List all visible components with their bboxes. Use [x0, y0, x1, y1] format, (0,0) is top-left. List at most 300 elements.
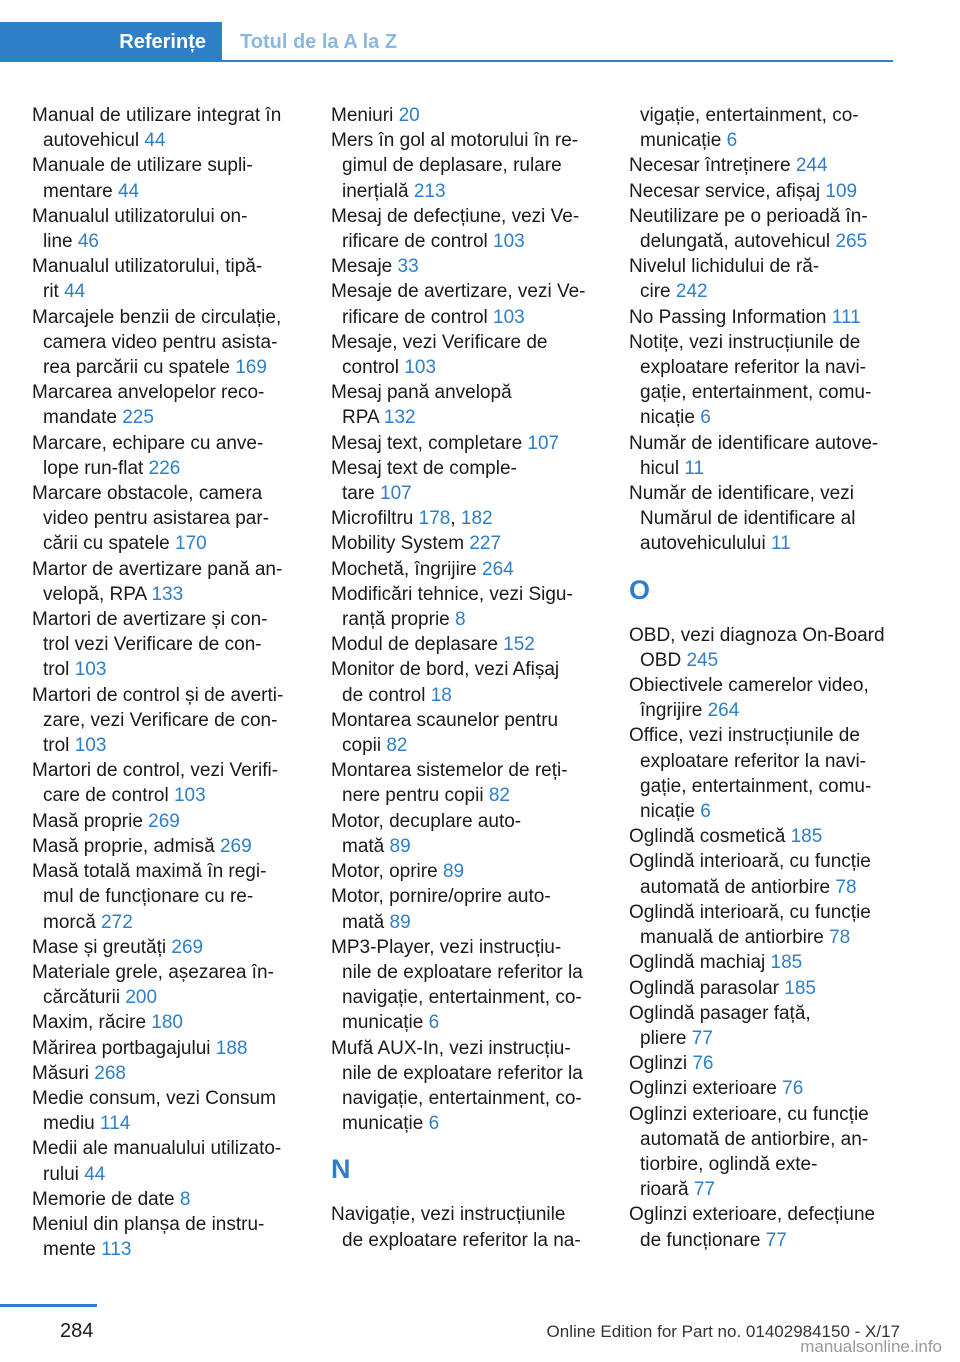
index-entry-text: Manualul utilizatorului on- — [32, 205, 248, 227]
index-entry-text: care de control — [43, 785, 169, 807]
index-entry-text: exploatare referitor la navi- — [640, 357, 866, 379]
page-link[interactable]: 18 — [430, 684, 452, 706]
page-link[interactable]: 269 — [171, 936, 204, 958]
page-link[interactable]: 169 — [235, 357, 267, 379]
index-entry-line — [331, 128, 599, 153]
index-entry-text: rificare de control — [342, 306, 488, 328]
page-link[interactable]: 269 — [219, 835, 252, 857]
index-entry — [629, 204, 897, 254]
index-entry — [331, 859, 599, 884]
index-entry — [629, 723, 897, 824]
page-link[interactable]: 103 — [74, 735, 107, 757]
index-entry-line — [629, 1127, 897, 1152]
page-link[interactable]: 89 — [389, 911, 411, 933]
index-entry — [331, 557, 599, 582]
page-link[interactable]: 227 — [469, 533, 502, 555]
page-link[interactable]: 264 — [482, 558, 514, 580]
page-link[interactable]: 8 — [179, 1188, 191, 1210]
index-entry-line — [629, 849, 897, 874]
index-entry-text: Marcajele benzii de circulație, — [32, 306, 282, 328]
index-entry — [629, 623, 897, 673]
index-entry — [32, 305, 300, 381]
index-entry-line — [331, 607, 599, 632]
page-link[interactable]: 11 — [684, 457, 705, 479]
index-entry-text: rea parcării cu spatele — [43, 357, 230, 379]
index-entry-line — [629, 431, 897, 456]
index-entry — [629, 103, 897, 153]
index-entry-text: Oglindă pasager față, — [629, 1002, 811, 1024]
index-entry — [32, 481, 300, 557]
index-entry-line — [32, 935, 300, 960]
index-entry — [331, 884, 599, 934]
index-entry-line — [629, 380, 897, 405]
index-entry-line — [32, 279, 300, 304]
index-entry — [629, 1102, 897, 1203]
page-link[interactable]: 103 — [493, 231, 525, 253]
index-entry-line — [32, 204, 300, 229]
page-link[interactable]: 185 — [790, 826, 823, 848]
page-link[interactable]: 182 — [460, 508, 493, 530]
index-entry-text: Martori de avertizare și con- — [32, 609, 268, 631]
index-entry-line — [32, 683, 300, 708]
index-entry-line — [32, 783, 300, 808]
index-entry-text: zare, vezi Verificare de con- — [43, 709, 278, 731]
index-entry — [629, 673, 897, 723]
index-entry-line — [32, 1036, 300, 1061]
index-entry-text: municație — [342, 1012, 424, 1034]
index-entry-text: nicație — [640, 407, 695, 429]
index-entry-text: Oglindă interioară, cu funcție — [629, 901, 871, 923]
index-entry-text: Meniul din planșa de instru- — [32, 1213, 265, 1235]
index-entry — [629, 1001, 897, 1051]
index-entry-text: Mesaj pană anvelopă — [331, 382, 512, 404]
index-entry-text: pliere — [640, 1027, 687, 1049]
index-entry-text: Marcare, echipare cu anve- — [32, 432, 264, 454]
index-entry-line — [629, 1202, 897, 1227]
page-link[interactable]: 11 — [770, 533, 791, 555]
index-entry-text: nere pentru copii — [342, 785, 484, 807]
index-entry-line — [32, 254, 300, 279]
index-entry-line — [331, 179, 599, 204]
index-entry-line — [32, 557, 300, 582]
page-link[interactable]: 82 — [386, 735, 408, 757]
watermark: manualsonline.info — [800, 1337, 942, 1356]
index-entry-line — [331, 960, 599, 985]
index-entry-line — [32, 456, 300, 481]
index-entry-text: RPA — [342, 407, 379, 429]
page-link[interactable]: 33 — [397, 256, 419, 278]
index-entry — [629, 153, 897, 178]
page-link[interactable]: 107 — [380, 483, 412, 505]
index-entry — [629, 849, 897, 899]
index-entry-line — [32, 657, 300, 682]
page-link[interactable]: 103 — [74, 659, 107, 681]
page-link[interactable]: 264 — [707, 700, 740, 722]
index-entry — [32, 1086, 300, 1136]
index-entry-line — [629, 179, 897, 204]
page-link[interactable]: 8 — [455, 609, 466, 631]
index-entry-text: camera video pentru asista- — [43, 331, 278, 353]
index-entry — [331, 758, 599, 808]
index-entry-text: OBD, vezi diagnoza On-Board — [629, 624, 885, 646]
index-entry-line — [331, 683, 599, 708]
index-entry-text: gație, entertainment, comu- — [640, 775, 872, 797]
index-entry-text: Navigație, vezi instrucțiunile — [331, 1204, 566, 1226]
index-entry-line — [32, 1212, 300, 1237]
index-entry-text: Motor, oprire — [331, 861, 438, 883]
index-entry-text: rioară — [640, 1179, 689, 1201]
index-entry-text: lope run-flat — [43, 457, 144, 479]
page-link[interactable]: 245 — [686, 649, 719, 671]
index-entry-text: Motor, decuplare auto- — [331, 810, 522, 832]
index-entry — [32, 1212, 300, 1262]
index-entry-line — [629, 405, 897, 430]
index-entry-line — [629, 774, 897, 799]
index-entry-line — [629, 648, 897, 673]
page-link[interactable]: 242 — [675, 281, 708, 303]
index-entry-line — [331, 708, 599, 733]
index-entry-text: mul de funcționare cu re- — [43, 886, 254, 908]
index-entry — [331, 506, 599, 531]
index-entry — [331, 380, 599, 430]
index-entry-text: Medii ale manualului utilizato- — [32, 1138, 282, 1160]
index-entry — [331, 657, 599, 707]
index-entry-line — [629, 824, 897, 849]
header-tabs — [0, 22, 893, 62]
index-entry — [331, 330, 599, 380]
index-entry-line — [629, 481, 897, 506]
edition-note: Online Edition for Part no. 01402984150 - X/17 — [546, 1322, 900, 1341]
index-entry — [629, 1051, 897, 1076]
index-entry-line — [331, 204, 599, 229]
index-entry-text: trol — [43, 659, 70, 681]
page-link[interactable]: 20 — [398, 105, 420, 126]
page-link[interactable]: 178 — [418, 508, 451, 530]
index-entry-text: Mase și greutăți — [32, 936, 167, 958]
index-entry-line — [629, 506, 897, 531]
index-entry-text: Oglinzi exterioare, cu funcție — [629, 1103, 869, 1125]
index-entry — [331, 1202, 599, 1252]
index-entry — [331, 431, 599, 456]
index-entry-text: mente — [43, 1239, 96, 1261]
index-entry-text: Memorie de date — [32, 1188, 175, 1210]
index-entry-text: Necesar service, afișaj — [629, 180, 821, 202]
page-link[interactable]: 78 — [829, 927, 851, 949]
index-entry — [629, 1076, 897, 1101]
index-entry-line — [629, 1001, 897, 1026]
index-entry-line — [331, 859, 599, 884]
index-entry — [32, 254, 300, 304]
index-entry-line — [331, 783, 599, 808]
index-entry-line — [331, 1111, 599, 1136]
index-entry-line — [331, 456, 599, 481]
index-entry-text: morcă — [43, 911, 96, 933]
index-entry — [629, 481, 897, 557]
index-entry-line — [331, 1061, 599, 1086]
index-entry-line — [32, 1086, 300, 1111]
index-entry-text: Mers în gol al motorului în re- — [331, 130, 579, 152]
index-entry-text: îngrijire — [640, 700, 703, 722]
index-entry-text: cire — [640, 281, 671, 303]
index-entry-text: Măsuri — [32, 1062, 90, 1084]
index-entry-line — [32, 128, 300, 153]
index-entry-text: navigație, entertainment, co- — [342, 987, 582, 1009]
index-entry-text: Masă totală maximă în regi- — [32, 861, 267, 883]
index-entry-text: Microfiltru — [331, 508, 414, 530]
index-entry-line — [331, 632, 599, 657]
index-entry-line — [32, 1162, 300, 1187]
index-entry-line — [331, 305, 599, 330]
page-link[interactable]: 44 — [144, 130, 166, 152]
index-entry-text: No Passing Information — [629, 306, 827, 328]
page-link[interactable]: 103 — [404, 357, 437, 379]
page-link[interactable]: 185 — [770, 952, 803, 974]
page-link[interactable]: 152 — [503, 634, 535, 656]
index-entry — [331, 632, 599, 657]
index-entry — [629, 305, 897, 330]
index-entry-line — [629, 279, 897, 304]
index-entry-line — [331, 733, 599, 758]
page-link[interactable]: 132 — [383, 407, 416, 429]
index-entry — [331, 582, 599, 632]
index-entry-text: automată de antiorbire — [640, 876, 831, 898]
index-entry-text: Mobility System — [331, 533, 465, 555]
page-link[interactable]: 272 — [101, 911, 133, 933]
index-entry — [32, 431, 300, 481]
index-entry-line — [331, 431, 599, 456]
index-entry-text: tiorbire, oglindă exte- — [640, 1153, 818, 1175]
index-entry-text: trol — [43, 735, 70, 757]
page-link[interactable]: 6 — [428, 1113, 440, 1135]
page-link[interactable]: 188 — [215, 1037, 248, 1059]
page-link[interactable]: 103 — [493, 306, 525, 328]
index-entry-line — [629, 723, 897, 748]
index-entry-text: Nivelul lichidului de ră- — [629, 256, 820, 278]
index-entry-text: copii — [342, 735, 382, 757]
index-entry-line — [629, 900, 897, 925]
index-entry-line — [331, 1202, 599, 1227]
index-entry-line — [32, 380, 300, 405]
page-link[interactable]: 77 — [691, 1027, 713, 1049]
page-link[interactable]: 82 — [488, 785, 510, 807]
index-entry-text: nile de exploatare referitor la — [342, 961, 583, 983]
index-entry-text: Martori de control, vezi Verifi- — [32, 760, 279, 782]
index-entry-text: Neutilizare pe o perioadă în- — [629, 205, 868, 227]
index-entry-text: Masă proprie — [32, 810, 143, 832]
index-entry-text: mată — [342, 835, 385, 857]
page-link[interactable]: 6 — [726, 130, 738, 152]
index-entry-text: cării cu spatele — [43, 533, 170, 555]
index-entry — [331, 1036, 599, 1137]
index-entry-text: gație, entertainment, comu- — [640, 382, 872, 404]
index-entry-line — [629, 204, 897, 229]
index-entry-text: Monitor de bord, vezi Afișaj — [331, 659, 560, 681]
index-entry-text: Număr de identificare autove- — [629, 432, 879, 454]
index-entry-text: Modificări tehnice, vezi Sigu- — [331, 583, 573, 605]
index-entry-line — [629, 875, 897, 900]
index-entry — [331, 809, 599, 859]
page-link[interactable]: 77 — [765, 1229, 787, 1251]
index-entry-line — [32, 103, 300, 128]
index-entry-text: Obiectivele camerelor video, — [629, 675, 869, 697]
index-entry-text: Manualul utilizatorului, tipă- — [32, 256, 263, 278]
page-link[interactable]: 76 — [692, 1053, 714, 1075]
page-link[interactable]: 225 — [122, 407, 154, 429]
index-entry — [32, 960, 300, 1010]
index-entry — [32, 1187, 300, 1212]
index-entry-line — [331, 355, 599, 380]
index-entry-line — [629, 1076, 897, 1101]
page-number: 284 — [60, 1320, 94, 1342]
index-entry-line — [32, 1237, 300, 1262]
page-link[interactable]: 185 — [784, 977, 816, 999]
page-link[interactable]: 44 — [84, 1163, 106, 1185]
page-link[interactable]: 109 — [825, 180, 858, 202]
index-entry-line — [629, 976, 897, 1001]
index-entry — [32, 380, 300, 430]
page-link[interactable]: 78 — [835, 876, 857, 898]
index-entry-text: Maxim, răcire — [32, 1012, 147, 1034]
index-entry-line — [331, 279, 599, 304]
index-entry-line — [32, 985, 300, 1010]
index-column-3 — [629, 103, 897, 1253]
page-link[interactable]: 6 — [700, 407, 711, 429]
page-link[interactable]: 111 — [831, 306, 861, 328]
page-link[interactable]: 170 — [175, 533, 207, 555]
index-entry-line — [32, 607, 300, 632]
page-link[interactable]: 113 — [101, 1239, 132, 1261]
index-entry — [32, 834, 300, 859]
index-entry-line — [32, 632, 300, 657]
page-link[interactable]: 265 — [835, 231, 868, 253]
index-entry-line — [331, 531, 599, 556]
page-link[interactable]: 76 — [782, 1078, 804, 1100]
index-entry-text: Număr de identificare, vezi — [629, 483, 854, 505]
index-entry-text: Mufă AUX-In, vezi instrucțiu- — [331, 1037, 571, 1059]
index-entry-line — [32, 834, 300, 859]
index-entry — [32, 1036, 300, 1061]
index-entry-line — [629, 103, 897, 128]
index-entry — [331, 204, 599, 254]
footer-rule — [0, 1304, 97, 1307]
index-column-1 — [32, 103, 300, 1262]
page-link[interactable]: 46 — [77, 231, 99, 253]
index-entry-line — [629, 128, 897, 153]
index-entry-text: Mesaj text, completare — [331, 432, 523, 454]
index-entry — [32, 204, 300, 254]
index-entry-line — [32, 910, 300, 935]
page-link[interactable]: 44 — [117, 180, 140, 202]
index-entry-line — [629, 531, 897, 556]
index-entry-text: Mărirea portbagajului — [32, 1037, 211, 1059]
index-entry-line — [331, 1036, 599, 1061]
index-entry-text: de control — [342, 684, 426, 706]
page-link[interactable]: 89 — [442, 861, 465, 883]
page-link[interactable]: 268 — [94, 1062, 126, 1084]
index-entry-text: gimul de deplasare, rulare — [342, 155, 562, 177]
index-entry — [331, 708, 599, 758]
page-link[interactable]: 103 — [173, 785, 206, 807]
index-entry-line — [32, 1111, 300, 1136]
index-entry-line — [32, 153, 300, 178]
page-link[interactable]: 114 — [100, 1113, 131, 1135]
index-entry-text: velopă, RPA — [43, 583, 147, 605]
index-entry-text: hicul — [640, 457, 680, 479]
index-column-2 — [331, 103, 599, 1253]
index-entry-text: manuală de antiorbire — [640, 927, 824, 949]
index-entry — [629, 900, 897, 950]
index-entry-text: Mesaje de avertizare, vezi Ve- — [331, 281, 586, 303]
page-link[interactable]: 200 — [125, 987, 158, 1009]
index-entry — [629, 950, 897, 975]
page-link[interactable]: 244 — [795, 155, 828, 177]
index-entry-line — [629, 623, 897, 648]
page-link[interactable]: 107 — [527, 432, 560, 454]
index-entry-line — [32, 330, 300, 355]
index-entry — [32, 809, 300, 834]
index-entry-text: trol vezi Verificare de con- — [43, 634, 262, 656]
index-entry-line — [32, 733, 300, 758]
page-link[interactable]: 77 — [693, 1179, 715, 1201]
index-entry-text: Oglindă interioară, cu funcție — [629, 851, 871, 873]
page-link[interactable]: 226 — [148, 457, 181, 479]
index-entry-text: inerțială — [342, 180, 409, 202]
index-entry-line — [331, 405, 599, 430]
index-entry-line — [629, 1026, 897, 1051]
page-link[interactable]: 213 — [413, 180, 446, 202]
index-entry-text: Oglindă machiaj — [629, 952, 766, 974]
index-entry-line — [32, 1061, 300, 1086]
index-entry-line — [331, 935, 599, 960]
index-entry-line — [331, 1228, 599, 1253]
page-link[interactable]: 269 — [148, 810, 180, 832]
index-entry-text: Materiale grele, așezarea în- — [32, 961, 274, 983]
index-entry-text: Mesaj text de comple- — [331, 457, 517, 479]
index-entry-text: rului — [43, 1163, 79, 1185]
index-entry-line — [32, 305, 300, 330]
index-entry-text: exploatare referitor la navi- — [640, 750, 866, 772]
page-link[interactable]: 133 — [151, 583, 184, 605]
index-entry-text: Necesar întreținere — [629, 155, 791, 177]
index-entry-line — [32, 179, 300, 204]
page-link[interactable]: 89 — [389, 835, 411, 857]
tab-referinte[interactable]: Referințe — [0, 22, 222, 62]
index-entry-text: municație — [640, 130, 722, 152]
index-entry-line — [331, 1086, 599, 1111]
index-entry-line — [629, 153, 897, 178]
index-entry-line — [32, 431, 300, 456]
index-entry-line — [32, 758, 300, 783]
index-entry-text: Modul de deplasare — [331, 634, 498, 656]
index-entry-text: mandate — [43, 407, 117, 429]
index-entry-text: OBD — [640, 649, 682, 671]
index-entry-text: control — [342, 357, 400, 379]
page-link[interactable]: 44 — [64, 281, 86, 303]
index-entry-line — [629, 1051, 897, 1076]
index-entry-text: mată — [342, 911, 385, 933]
index-entry-line — [629, 456, 897, 481]
tab-totul-de-la-a-la-z[interactable]: Totul de la A la Z — [240, 31, 398, 53]
index-entry-text: rit — [43, 281, 59, 303]
index-entry-text: Manual de utilizare integrat în — [32, 105, 282, 126]
index-entry-line — [331, 103, 599, 128]
index-entry-text: Martor de avertizare pană an- — [32, 558, 283, 580]
page-link[interactable]: 180 — [151, 1012, 183, 1034]
index-entry-text: video pentru asistarea par- — [43, 508, 270, 530]
index-entry-line — [32, 809, 300, 834]
page-link[interactable]: 6 — [428, 1012, 440, 1034]
page-link[interactable]: 6 — [700, 801, 711, 823]
